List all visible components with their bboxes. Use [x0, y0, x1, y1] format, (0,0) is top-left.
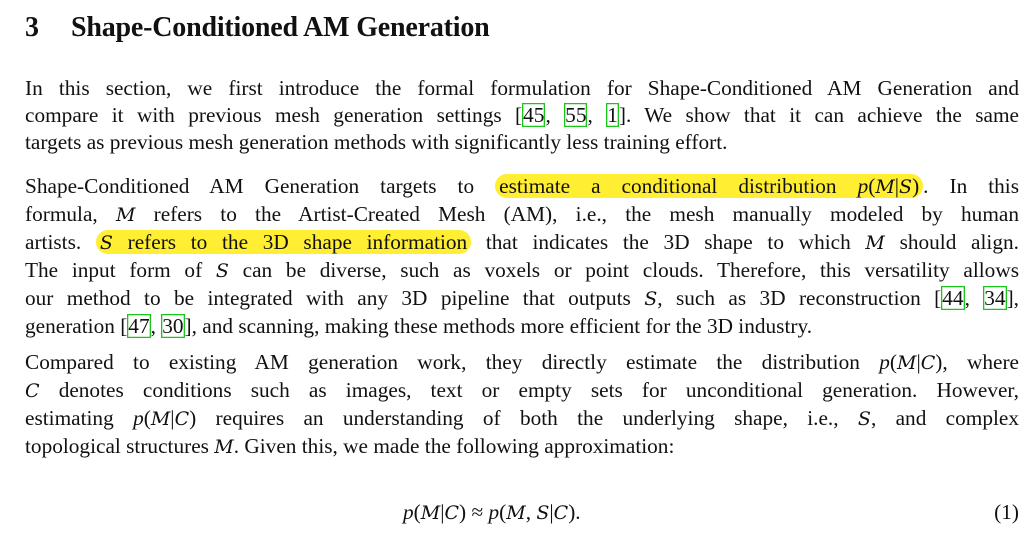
- text-line: topological structures M. Given this, we made the following approximation:: [25, 434, 675, 458]
- citation-link[interactable]: 55: [565, 103, 587, 127]
- highlight-conditional-distribution: estimate a conditional distribution p(M|S): [495, 174, 923, 198]
- paragraph-approximation: [25, 349, 1019, 461]
- text-line: C denotes conditions such as images, text or empty sets for unconditional generation. However,: [25, 378, 1019, 402]
- text-line: estimating p(M|C) requires an understanding of both the underlying shape, i.e., S, and complex: [25, 406, 1020, 430]
- citation-link[interactable]: 47: [128, 314, 150, 338]
- section-number: 3: [25, 12, 39, 43]
- text-line: formula, M refers to the Artist-Created Mesh (AM), i.e., the mesh manually modeled by human: [25, 202, 1019, 226]
- text-line: our method to be integrated with any 3D pipeline that outputs S, such as 3D reconstruction [44, 34],: [25, 286, 1019, 310]
- paragraph-definition: [25, 173, 1019, 340]
- equation-body: p(M|C) ≈ p(M, S|C).: [403, 500, 581, 524]
- text-line: artists. S refers to the 3D shape information that indicates the 3D shape to which M should align.: [25, 230, 1019, 254]
- paragraph-intro: [25, 75, 1019, 156]
- text-line: generation [47, 30], and scanning, making these methods more efficient for the 3D industry.: [25, 314, 813, 338]
- equation-1: [25, 500, 1019, 530]
- citation-link[interactable]: 1: [607, 103, 618, 127]
- text-line: The input form of S can be diverse, such as voxels or point clouds. Therefore, this versatility allows: [25, 258, 1019, 282]
- text-line: compare it with previous mesh generation settings [45, 55, 1]. We show that it can achieve the same: [25, 103, 1020, 127]
- citation-link[interactable]: 45: [523, 103, 545, 127]
- section-heading: [25, 12, 490, 44]
- text-line: targets as previous mesh generation methods with significantly less training effort.: [25, 130, 728, 154]
- text-line: Compared to existing AM generation work, they directly estimate the distribution p(M|C), where: [25, 350, 1020, 374]
- citation-link[interactable]: 44: [942, 286, 964, 310]
- section-title: Shape-Conditioned AM Generation: [71, 12, 490, 43]
- text-line: In this section, we first introduce the formal formulation for Shape-Conditioned AM Generation and: [25, 76, 1019, 100]
- highlight-shape-information: S refers to the 3D shape information: [96, 230, 471, 254]
- text-line: Shape-Conditioned AM Generation targets to estimate a conditional distribution p(M|S) . In this: [25, 174, 1019, 198]
- citation-link[interactable]: 30: [162, 314, 184, 338]
- citation-link[interactable]: 34: [984, 286, 1006, 310]
- equation-number: (1): [994, 500, 1019, 524]
